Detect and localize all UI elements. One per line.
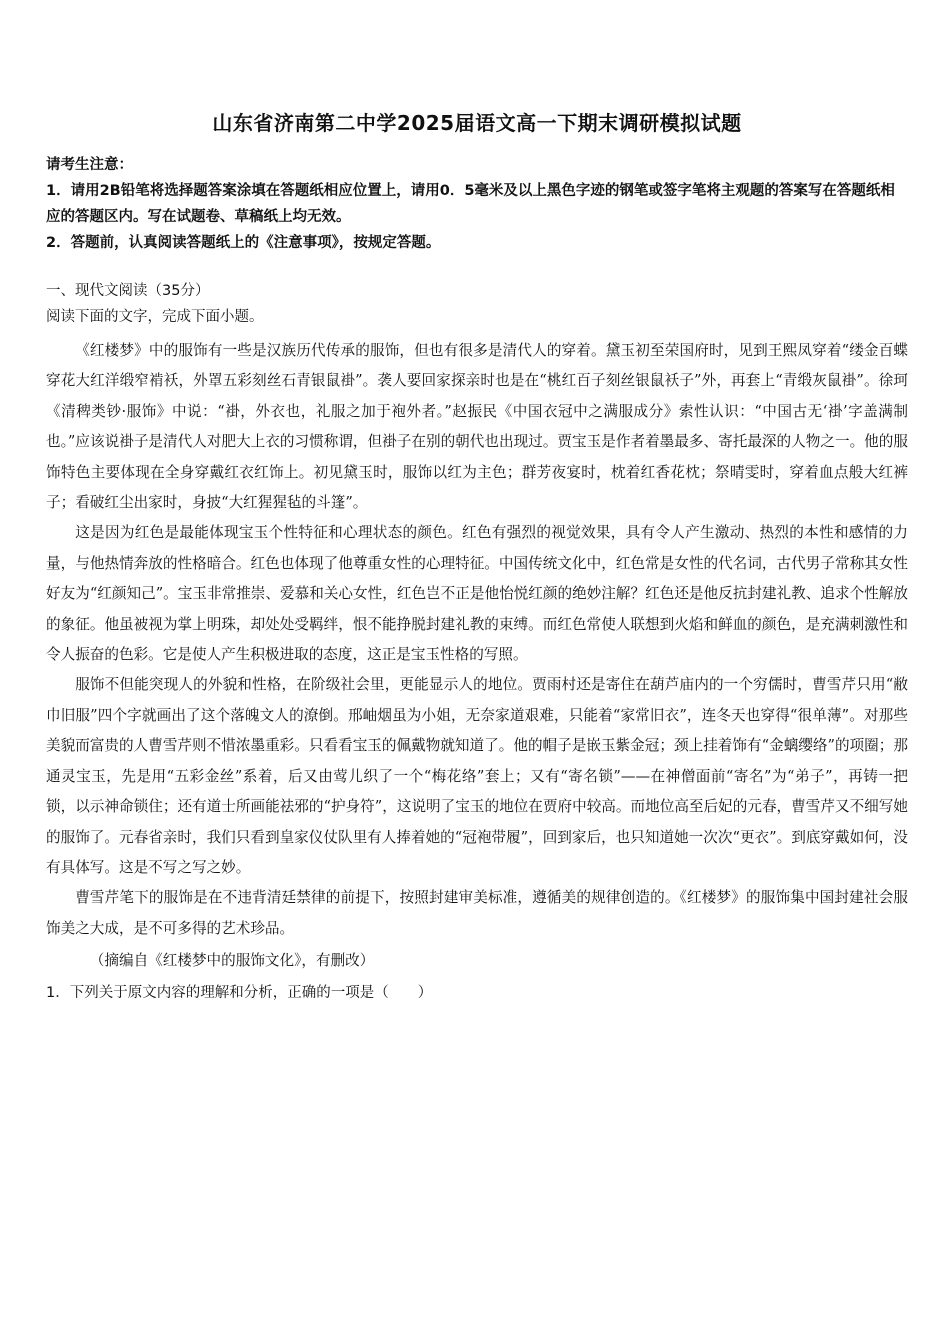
notice-heading: 请考生注意：: [46, 157, 133, 173]
notice-item-2: 2．答题前，认真阅读答题纸上的《注意事项》，按规定答题。: [46, 235, 441, 251]
spacer: [46, 256, 908, 278]
passage-source: （摘编自《红楼梦中的服饰文化》，有删改）: [89, 952, 375, 970]
passage-paragraph-2: 这是因为红色是最能体现宝玉个性特征和心理状态的颜色。红色有强烈的视觉效果，具有令人产生激动、热烈的本性和感情的力量，与他热情奔放的性格暗合。红色也体现了他尊重女性的心理特征。中国传统文化中，红色常是女性的代名词，古代男子常称其女性好友为“红颜知己”。宝玉非常推崇、爱慕和关心女性，红色岂不正是他怡悦红颜的绝妙注解？红色还是他反抗封建礼教、追求个性解放的象征。他虽被视为掌上明珠，却处处受羁绊，恨不能挣脱封建礼教的束缚。而红色常使人联想到火焰和鲜血的颜色，是充满刺激性和令人振奋的色彩。它是使人产生积极进取的态度，这正是宝玉性格的写照。: [46, 524, 908, 664]
page-title: 山东省济南第二中学2025届语文高一下期末调研模拟试题: [212, 111, 742, 135]
section-instruction: 阅读下面的文字，完成下面小题。: [46, 309, 264, 325]
question-1: 1．下列关于原文内容的理解和分析，正确的一项是（ ）: [46, 985, 433, 1002]
notice-block: [46, 152, 908, 256]
passage-paragraph-3: 服饰不但能突现人的外貌和性格，在阶级社会里，更能显示人的地位。贾雨村还是寄住在葫芦庙内的一个穷儒时，曹雪芹只用“敝巾旧服”四个字就画出了这个落魄文人的潦倒。邢岫烟虽为小姐，无奈家道艰难，只能着“家常旧衣”，连冬天也穿得“很单薄”。对那些美貌而富贵的人曹雪芹则不惜浓墨重彩。只看看宝玉的佩戴物就知道了。他的帽子是嵌玉紫金冠；颈上挂着饰有“金螭缨络”的项圈；那通灵宝玉，先是用“五彩金丝”系着，后又由莺儿织了一个“梅花络”套上；又有“寄名锁”——在神僧面前“寄名”为“弟子”，再铸一把锁，以示神命锁住；还有道士所画能祛邪的“护身符”，这说明了宝玉的地位在贾府中较高。而地位高至后妃的元春，曹雪芹又不细写她的服饰了。元春省亲时，我们只看到皇家仪仗队里有人捧着她的“冠袍带履”，回到家后，也只知道她一次次“更衣”。到底穿戴如何，没有具体写。这是不写之写之妙。: [46, 676, 908, 876]
passage-paragraph-1: 《红楼梦》中的服饰有一些是汉族历代传承的服饰，但也有很多是清代人的穿着。黛玉初至荣国府时，见到王熙凤穿着“缕金百蝶穿花大红洋缎窄褃袄，外罩五彩刻丝石青银鼠褂”。袭人要回家探亲时也是在“桃红百子刻丝银鼠袄子”外，再套上“青缎灰鼠褂”。徐珂《清稗类钞·服饰》中说：“褂，外衣也，礼服之加于袍外者。”赵振民《中国衣冠中之满服成分》索性认识：“中国古无‘褂’字盖满制也。”应该说褂子是清代人对肥大上衣的习惯称谓，但褂子在别的朝代也出现过。贾宝玉是作者着墨最多、寄托最深的人物之一。他的服饰特色主要体现在全身穿戴红衣红饰上。初见黛玉时，服饰以红为主色；群芳夜宴时，枕着红香花枕；祭晴雯时，穿着血点般大红裤子；看破红尘出家时，身披“大红猩猩毡的斗篷”。: [46, 342, 908, 512]
passage-paragraph-4: 曹雪芹笔下的服饰是在不违背清廷禁律的前提下，按照封建审美标准，遵循美的规律创造的。《红楼梦》的服饰集中国封建社会服饰美之大成，是不可多得的艺术珍品。: [46, 889, 908, 937]
exam-page: [46, 108, 908, 1008]
section-heading: 一、现代文阅读（35分）: [46, 283, 210, 299]
notice-item-1: 1．请用2B铅笔将选择题答案涂填在答题纸相应位置上，请用0．5毫米及以上黑色字迹的钢笔或签字笔将主观题的答案写在答题纸相应的答题区内。写在试题卷、草稿纸上均无效。: [46, 183, 895, 225]
section-reading: [46, 278, 908, 1008]
